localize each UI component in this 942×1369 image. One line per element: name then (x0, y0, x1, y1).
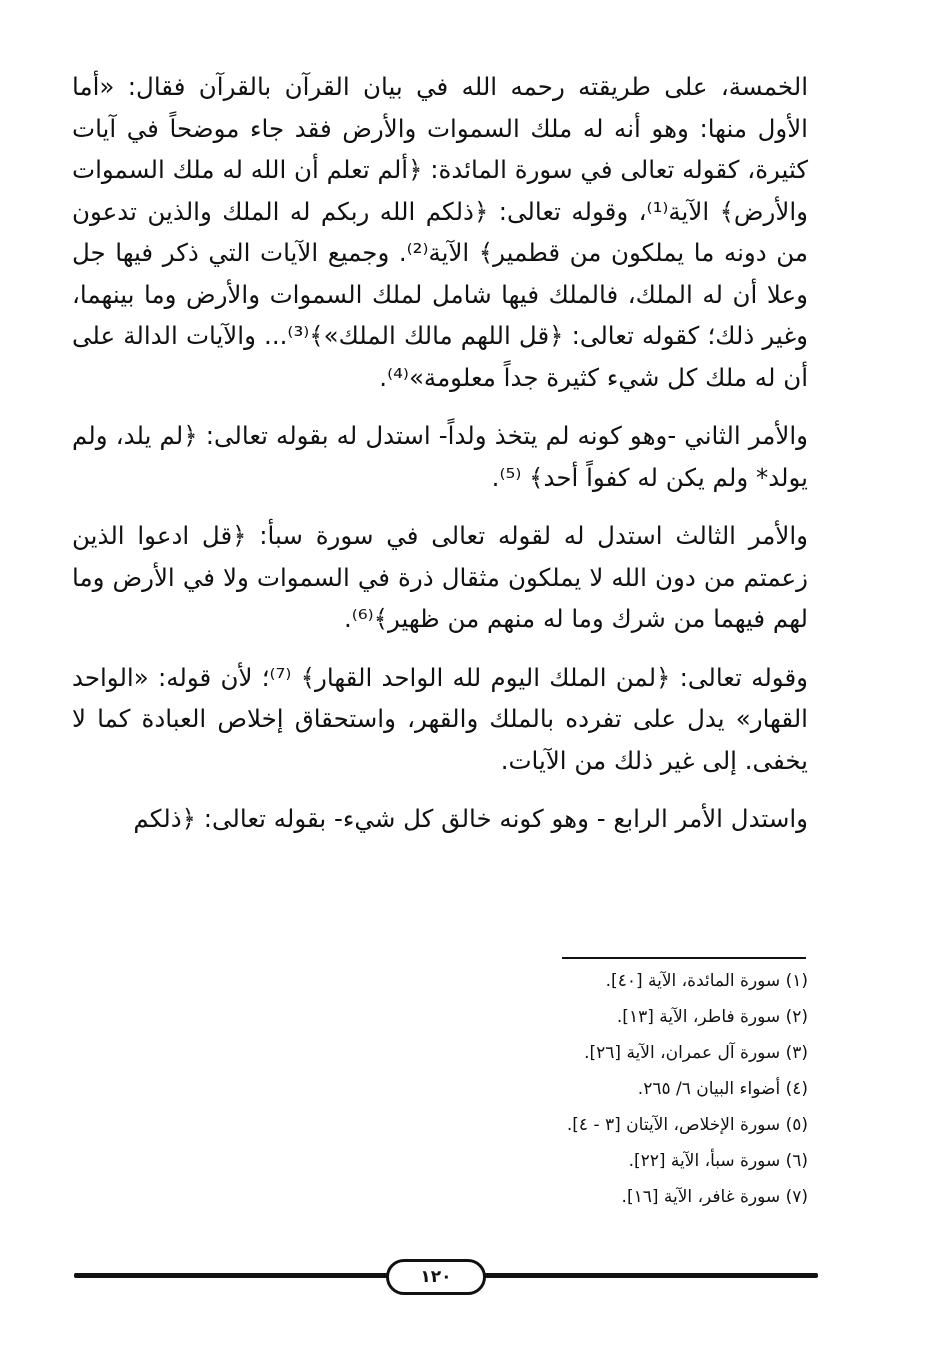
paragraph-text: والأمر الثالث استدل له لقوله تعالى في سورة سبأ: ﴿قل ادعوا الذين زعمتم من دون الله لا يملكون مثقال ذرة في السموات ولا في الأرض وما لهم فيهما من شرك وما له منهم من ظهير﴾⁽⁶⁾. (72, 521, 808, 633)
footnote: (٧) سورة غافر، الآية [١٦]. (621, 1187, 808, 1207)
paragraph-text: الخمسة، على طريقته رحمه الله في بيان القرآن بالقرآن فقال: «أما الأول منها: وهو أنه له ملك السموات والأرض فقد جاء موضحاً في آيات كثيرة، كقوله تعالى في سورة المائدة: ﴿ألم تعلم أن الله له ملك السموات والأرض﴾ الآية⁽¹⁾، وقوله تعالى: ﴿ذلكم الله ربكم له الملك والذين تدعون من دونه ما يملكون من قطمير﴾ الآية⁽²⁾. وجميع الآيات التي ذكر فيها جل وعلا أن له الملك، فالملك فيها شامل لملك السموات والأرض وما بينهما، وغير ذلك؛ كقوله تعالى: ﴿قل اللهم مالك الملك»﴾⁽³⁾... والآيات الدالة على أن له ملك كل شيء كثيرة جداً معلومة»⁽⁴⁾. (72, 72, 808, 392)
bottom-rule-right (478, 1273, 818, 1278)
paragraph-text: وقوله تعالى: ﴿لمن الملك اليوم لله الواحد القهار﴾ ⁽⁷⁾؛ لأن قوله: «الواحد القهار» يدل على تفرده بالملك والقهر، واستحقاق إخلاص العبادة كما لا يخفى. إلى غير ذلك من الآيات. (72, 662, 808, 775)
bottom-rule-left (74, 1273, 390, 1278)
paragraph-text: واستدل الأمر الرابع - وهو كونه خالق كل شيء- بقوله تعالى: ﴿ذلكم (133, 804, 808, 833)
paragraph (72, 657, 808, 782)
paragraph-text: والأمر الثاني -وهو كونه لم يتخذ ولداً- استدل له بقوله تعالى: ﴿لم يلد، ولم يولد* ولم يكن له كفواً أحد﴾ ⁽⁵⁾. (72, 421, 808, 492)
footnote: (٦) سورة سبأ، الآية [٢٢]. (628, 1151, 808, 1171)
main-text (72, 66, 808, 840)
paragraph (72, 66, 808, 398)
paragraph (72, 415, 808, 498)
footnote: (٣) سورة آل عمران، الآية [٢٦]. (584, 1043, 808, 1063)
footnotes-list (388, 963, 808, 1215)
page-number: ١٢٠ (386, 1259, 486, 1295)
footnote: (١) سورة المائدة، الآية [٤٠]. (605, 971, 808, 991)
paragraph (72, 798, 808, 840)
footnote-divider (562, 957, 806, 959)
footnote: (٢) سورة فاطر، الآية [١٣]. (616, 1007, 808, 1027)
footnote: (٥) سورة الإخلاص، الآيتان [٣ - ٤]. (566, 1115, 808, 1135)
paragraph (72, 515, 808, 640)
footnote: (٤) أضواء البيان ٦/ ٢٦٥. (637, 1079, 808, 1099)
